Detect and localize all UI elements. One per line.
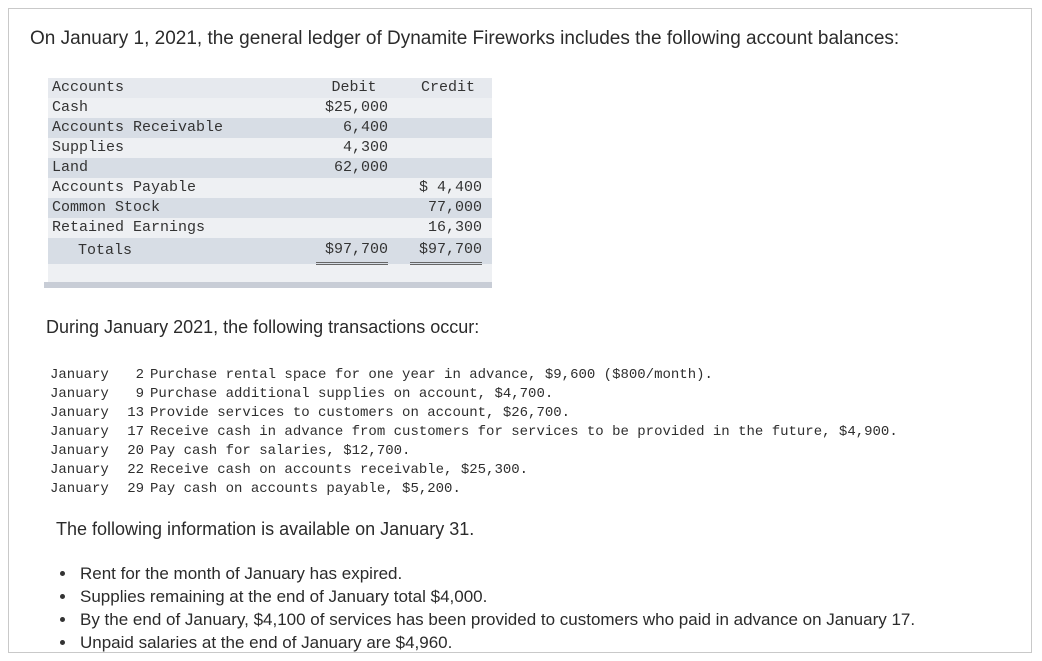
transaction-day: 29	[127, 481, 144, 497]
intro-text: On January 1, 2021, the general ledger of Dynamite Fireworks includes the following account balances:	[30, 28, 900, 49]
list-item-text: Supplies remaining at the end of January total $4,000.	[80, 587, 488, 606]
transaction-month: January	[50, 367, 109, 383]
ledger-row	[48, 198, 492, 218]
ledger-credit: 16,300	[410, 218, 482, 239]
info-heading: The following information is available on January 31.	[56, 519, 475, 539]
ledger-credit: 77,000	[427, 199, 482, 216]
transaction-day: 2	[135, 367, 144, 383]
transaction-item	[50, 461, 898, 480]
list-item	[58, 631, 915, 654]
transaction-day: 13	[127, 405, 144, 421]
transaction-month: January	[50, 462, 109, 478]
transaction-item	[50, 423, 898, 442]
transaction-text: Receive cash in advance from customers for services to be provided in the future, $4,900.	[150, 424, 898, 440]
bullet-icon	[60, 594, 65, 599]
ledger-row	[48, 218, 492, 238]
list-item	[58, 585, 915, 608]
list-item-text: By the end of January, $4,100 of services has been provided to customers who paid in advance on January 17.	[80, 610, 916, 629]
totals-credit: $97,700	[410, 238, 482, 265]
totals-label: Totals	[78, 242, 133, 259]
transaction-item	[50, 366, 898, 385]
ledger-totals-row	[48, 238, 492, 264]
transaction-item	[50, 385, 898, 404]
totals-debit: $97,700	[316, 238, 388, 265]
transaction-day: 20	[127, 443, 144, 459]
ledger-row	[48, 158, 492, 178]
ledger-row	[48, 138, 492, 158]
transaction-day: 17	[127, 424, 144, 440]
transaction-text: Pay cash for salaries, $12,700.	[150, 443, 411, 459]
ledger-table	[48, 78, 492, 282]
ledger-row	[48, 98, 492, 118]
transaction-month: January	[50, 424, 109, 440]
ledger-account: Supplies	[52, 139, 125, 156]
transaction-text: Provide services to customers on account, $26,700.	[150, 405, 571, 421]
ledger-debit: 4,300	[342, 139, 388, 156]
transaction-month: January	[50, 405, 109, 421]
transaction-month: January	[50, 481, 109, 497]
transactions-list	[50, 366, 898, 499]
list-item-text: Rent for the month of January has expired.	[80, 564, 403, 583]
bullet-icon	[60, 617, 65, 622]
transaction-day: 22	[127, 462, 144, 478]
ledger-credit: $ 4,400	[418, 179, 482, 196]
transaction-month: January	[50, 386, 109, 402]
transaction-text: Receive cash on accounts receivable, $25,300.	[150, 462, 529, 478]
ledger-debit: 62,000	[333, 159, 388, 176]
ledger-row	[48, 178, 492, 198]
bullet-icon	[60, 640, 65, 645]
transaction-item	[50, 404, 898, 423]
list-item	[58, 562, 915, 585]
ledger-account: Accounts Receivable	[52, 119, 224, 136]
table-divider	[44, 282, 492, 288]
ledger-row	[48, 118, 492, 138]
list-item	[58, 608, 915, 631]
ledger-account: Land	[52, 159, 89, 176]
transaction-item	[50, 442, 898, 461]
transaction-text: Purchase rental space for one year in advance, $9,600 ($800/month).	[150, 367, 713, 383]
transaction-text: Purchase additional supplies on account, $4,700.	[150, 386, 554, 402]
transactions-heading: During January 2021, the following transactions occur:	[46, 317, 480, 337]
ledger-debit: $25,000	[324, 99, 388, 116]
transaction-day: 9	[135, 386, 144, 402]
transaction-text: Pay cash on accounts payable, $5,200.	[150, 481, 461, 497]
header-accounts: Accounts	[52, 79, 125, 96]
transaction-item	[50, 480, 898, 499]
transaction-month: January	[50, 443, 109, 459]
ledger-debit: 6,400	[342, 119, 388, 136]
ledger-account: Retained Earnings	[52, 219, 206, 236]
ledger-footer-space	[48, 264, 492, 282]
header-credit: Credit	[420, 79, 475, 96]
ledger-account: Accounts Payable	[52, 179, 197, 196]
ledger-account: Cash	[52, 99, 89, 116]
ledger-header-row	[48, 78, 492, 98]
adjustment-list	[58, 562, 915, 654]
ledger-account: Common Stock	[52, 199, 161, 216]
bullet-icon	[60, 571, 65, 576]
header-debit: Debit	[331, 79, 377, 96]
list-item-text: Unpaid salaries at the end of January are $4,960.	[80, 633, 453, 652]
